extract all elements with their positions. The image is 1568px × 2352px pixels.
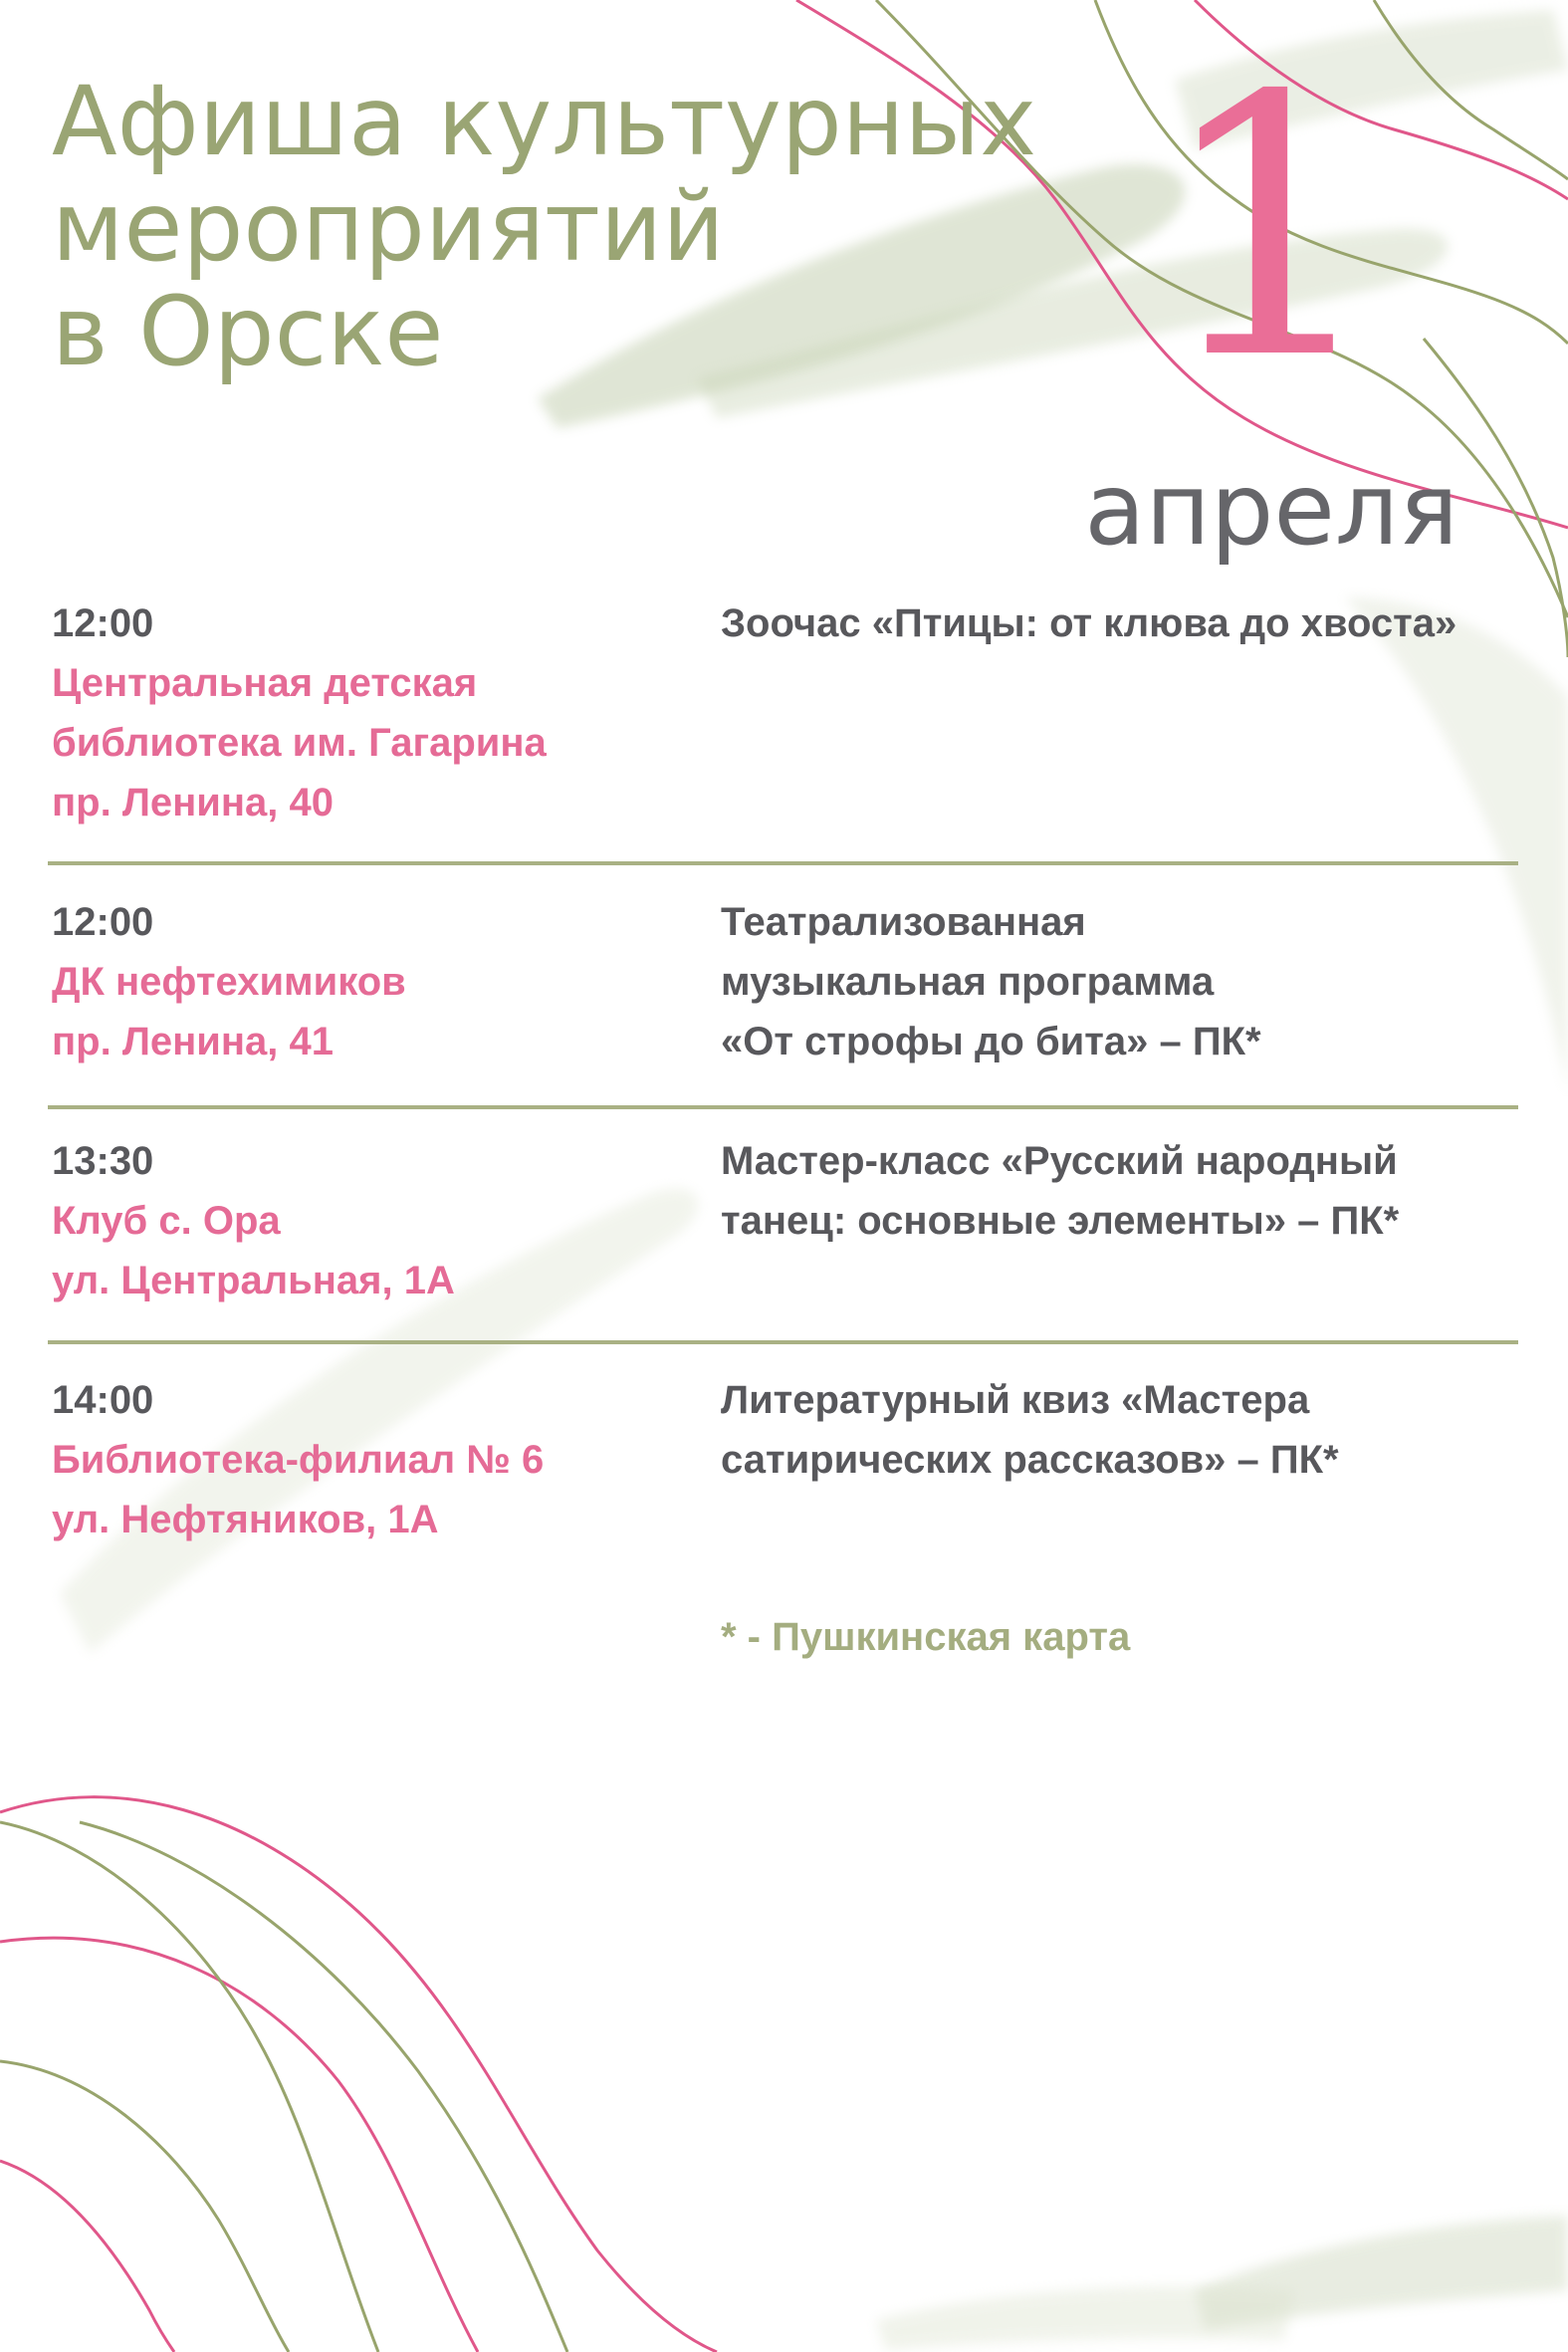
event-name-line: Литературный квиз «Мастера xyxy=(721,1378,1310,1422)
event-name-line: Театрализованная xyxy=(721,900,1086,944)
event-name-line: Мастер-класс «Русский народный xyxy=(721,1139,1398,1183)
event-details xyxy=(52,1370,689,1549)
event-time: 13:30 xyxy=(52,1139,154,1183)
event-address: ул. Нефтяников, 1А xyxy=(52,1498,439,1541)
event-title xyxy=(721,593,1568,653)
event-name-line: «От строфы до бита» – ПК* xyxy=(721,1020,1261,1063)
pushkin-card-legend: * - Пушкинская карта xyxy=(721,1615,1131,1659)
poster-title xyxy=(52,66,1037,388)
event-address: пр. Ленина, 41 xyxy=(52,1020,335,1063)
event-name-line: сатирических рассказов» – ПК* xyxy=(721,1438,1339,1482)
event-name-line: танец: основные элементы» – ПК* xyxy=(721,1199,1400,1243)
event-venue: Центральная детская xyxy=(52,661,478,705)
divider xyxy=(48,861,1518,865)
event-name-line: музыкальная программа xyxy=(721,960,1215,1004)
divider xyxy=(48,1340,1518,1344)
event-title xyxy=(721,892,1568,1071)
event-title xyxy=(721,1131,1568,1251)
event-venue: ДК нефтехимиков xyxy=(52,960,406,1004)
event-time: 14:00 xyxy=(52,1378,154,1422)
event-details xyxy=(52,892,689,1071)
event-address: пр. Ленина, 40 xyxy=(52,781,335,824)
event-details xyxy=(52,593,689,832)
event-time: 12:00 xyxy=(52,900,154,944)
event-venue: Клуб с. Ора xyxy=(52,1199,281,1243)
title-line: в Орске xyxy=(52,276,444,388)
title-line: мероприятий xyxy=(52,170,725,283)
date-day: 1 xyxy=(1155,20,1384,437)
event-venue: библиотека им. Гагарина xyxy=(52,721,547,765)
event-details xyxy=(52,1131,689,1310)
title-line: Афиша культурных xyxy=(52,66,1037,177)
divider xyxy=(48,1105,1518,1109)
date-month: апреля xyxy=(1084,451,1458,568)
event-address: ул. Центральная, 1А xyxy=(52,1259,455,1302)
event-name-line: Зоочас «Птицы: от клюва до хвоста» xyxy=(721,601,1457,645)
event-time: 12:00 xyxy=(52,601,154,645)
event-title xyxy=(721,1370,1568,1490)
event-venue: Библиотека-филиал № 6 xyxy=(52,1438,545,1482)
